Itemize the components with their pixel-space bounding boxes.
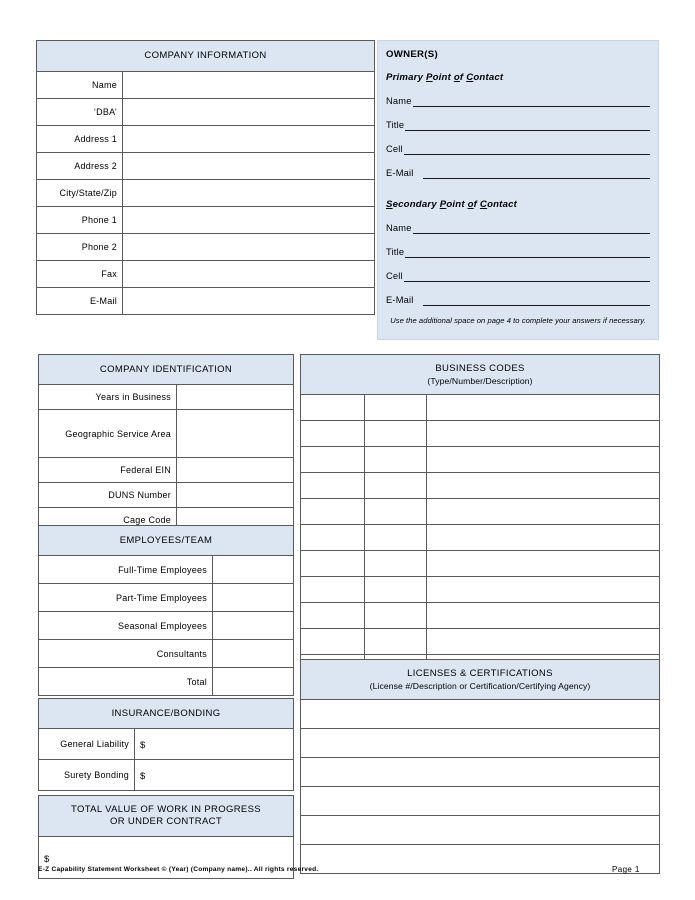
primary-email-line[interactable] bbox=[423, 167, 650, 179]
secondary-email-line[interactable] bbox=[423, 294, 650, 306]
secondary-title-line[interactable] bbox=[405, 246, 650, 258]
secondary-cell-field[interactable] bbox=[386, 268, 650, 282]
input-general-liability[interactable]: $ bbox=[135, 729, 294, 760]
total-value-header-line2: OR UNDER CONTRACT bbox=[109, 816, 223, 827]
input-business-code-type[interactable] bbox=[301, 603, 365, 629]
table-row bbox=[37, 153, 375, 180]
label-email: E-Mail bbox=[37, 288, 123, 315]
input-license-row[interactable] bbox=[301, 758, 660, 787]
primary-cell-line[interactable] bbox=[404, 143, 650, 155]
table-header-row bbox=[301, 660, 660, 700]
input-address-2[interactable] bbox=[123, 153, 375, 180]
secondary-contact-heading: Secondary Point of Contact bbox=[386, 199, 518, 210]
primary-cell-label: Cell bbox=[386, 144, 403, 154]
table-row bbox=[301, 395, 660, 421]
label-geographic-service-area: Geographic Service Area bbox=[39, 410, 177, 458]
company-information-header: COMPANY INFORMATION bbox=[37, 41, 375, 72]
primary-title-label: Title bbox=[386, 120, 405, 130]
label-duns-number: DUNS Number bbox=[39, 483, 177, 508]
primary-name-label: Name bbox=[386, 96, 412, 106]
input-business-code-description[interactable] bbox=[427, 577, 660, 603]
label-cage-code: Cage Code bbox=[39, 508, 177, 533]
input-total[interactable] bbox=[213, 668, 294, 696]
primary-email-field[interactable] bbox=[386, 165, 650, 179]
input-years-in-business[interactable] bbox=[177, 385, 294, 410]
table-row bbox=[37, 261, 375, 288]
input-seasonal-employees[interactable] bbox=[213, 612, 294, 640]
secondary-cell-line[interactable] bbox=[404, 270, 650, 282]
table-row bbox=[39, 729, 294, 760]
input-business-code-type[interactable] bbox=[301, 577, 365, 603]
table-row bbox=[37, 72, 375, 99]
input-business-code-number[interactable] bbox=[365, 629, 427, 655]
table-row bbox=[39, 410, 294, 458]
footer-page-number: Page 1 bbox=[612, 865, 640, 874]
input-business-code-number[interactable] bbox=[365, 551, 427, 577]
primary-name-field[interactable] bbox=[386, 93, 650, 107]
secondary-email-label: E-Mail bbox=[386, 295, 414, 305]
input-business-code-number[interactable] bbox=[365, 447, 427, 473]
primary-name-line[interactable] bbox=[413, 95, 650, 107]
input-license-row[interactable] bbox=[301, 729, 660, 758]
table-row bbox=[301, 447, 660, 473]
input-business-code-description[interactable] bbox=[427, 551, 660, 577]
table-row bbox=[301, 700, 660, 729]
table-row bbox=[39, 584, 294, 612]
input-business-code-description[interactable] bbox=[427, 629, 660, 655]
table-row bbox=[301, 758, 660, 787]
table-header-row bbox=[301, 355, 660, 395]
input-business-code-number[interactable] bbox=[365, 473, 427, 499]
table-row bbox=[39, 483, 294, 508]
label-dba: ‘DBA’ bbox=[37, 99, 123, 126]
table-row bbox=[301, 551, 660, 577]
label-part-time-employees: Part-Time Employees bbox=[39, 584, 213, 612]
table-row bbox=[301, 499, 660, 525]
label-surety-bonding: Surety Bonding bbox=[39, 760, 135, 791]
table-row bbox=[301, 603, 660, 629]
input-business-code-type[interactable] bbox=[301, 629, 365, 655]
table-header-row bbox=[37, 41, 375, 72]
table-row bbox=[301, 787, 660, 816]
table-row bbox=[37, 234, 375, 261]
input-fax[interactable] bbox=[123, 261, 375, 288]
label-seasonal-employees: Seasonal Employees bbox=[39, 612, 213, 640]
input-business-code-type[interactable] bbox=[301, 421, 365, 447]
secondary-name-label: Name bbox=[386, 223, 412, 233]
licenses-certifications-title: LICENSES & CERTIFICATIONS bbox=[407, 667, 553, 679]
total-value-header bbox=[39, 796, 294, 837]
input-license-row[interactable] bbox=[301, 787, 660, 816]
input-business-code-type[interactable] bbox=[301, 525, 365, 551]
input-business-code-description[interactable] bbox=[427, 603, 660, 629]
input-business-code-number[interactable] bbox=[365, 421, 427, 447]
business-codes-table bbox=[300, 354, 660, 681]
input-business-code-number[interactable] bbox=[365, 577, 427, 603]
input-federal-ein[interactable] bbox=[177, 458, 294, 483]
table-row bbox=[301, 816, 660, 845]
input-business-code-number[interactable] bbox=[365, 525, 427, 551]
employees-team-header: EMPLOYEES/TEAM bbox=[39, 526, 294, 556]
table-header-row bbox=[39, 355, 294, 385]
table-row bbox=[37, 99, 375, 126]
primary-contact-heading: Primary Point of Contact bbox=[386, 72, 504, 83]
label-years-in-business: Years in Business bbox=[39, 385, 177, 410]
input-part-time-employees[interactable] bbox=[213, 584, 294, 612]
total-value-header-line1: TOTAL VALUE OF WORK IN PROGRESS bbox=[71, 804, 261, 816]
primary-title-line[interactable] bbox=[405, 119, 650, 131]
input-license-row[interactable] bbox=[301, 845, 660, 874]
label-phone-2: Phone 2 bbox=[37, 234, 123, 261]
secondary-email-field[interactable] bbox=[386, 292, 650, 306]
label-address-2: Address 2 bbox=[37, 153, 123, 180]
input-business-code-type[interactable] bbox=[301, 551, 365, 577]
table-row bbox=[37, 180, 375, 207]
label-address-1: Address 1 bbox=[37, 126, 123, 153]
table-header-row bbox=[39, 526, 294, 556]
table-row bbox=[301, 421, 660, 447]
company-identification-header: COMPANY IDENTIFICATION bbox=[39, 355, 294, 385]
input-consultants[interactable] bbox=[213, 640, 294, 668]
label-fax: Fax bbox=[37, 261, 123, 288]
label-general-liability: General Liability bbox=[39, 729, 135, 760]
label-full-time-employees: Full-Time Employees bbox=[39, 556, 213, 584]
input-total-value[interactable]: $ bbox=[39, 837, 294, 879]
table-row bbox=[301, 473, 660, 499]
table-row bbox=[301, 629, 660, 655]
table-row bbox=[301, 577, 660, 603]
table-row bbox=[39, 612, 294, 640]
licenses-certifications-header bbox=[301, 660, 660, 700]
table-row bbox=[39, 668, 294, 696]
input-business-code-type[interactable] bbox=[301, 395, 365, 421]
table-row bbox=[301, 729, 660, 758]
business-codes-header bbox=[301, 355, 660, 395]
primary-email-label: E-Mail bbox=[386, 168, 414, 178]
label-consultants: Consultants bbox=[39, 640, 213, 668]
insurance-bonding-table bbox=[38, 698, 294, 791]
table-row bbox=[37, 126, 375, 153]
input-dba[interactable] bbox=[123, 99, 375, 126]
input-full-time-employees[interactable] bbox=[213, 556, 294, 584]
input-business-code-description[interactable] bbox=[427, 447, 660, 473]
input-name[interactable] bbox=[123, 72, 375, 99]
secondary-title-field[interactable] bbox=[386, 244, 650, 258]
input-business-code-type[interactable] bbox=[301, 499, 365, 525]
secondary-name-field[interactable] bbox=[386, 220, 650, 234]
table-row bbox=[39, 385, 294, 410]
input-business-code-description[interactable] bbox=[427, 395, 660, 421]
label-name: Name bbox=[37, 72, 123, 99]
input-license-row[interactable] bbox=[301, 816, 660, 845]
input-business-code-number[interactable] bbox=[365, 603, 427, 629]
input-duns-number[interactable] bbox=[177, 483, 294, 508]
input-business-code-number[interactable] bbox=[365, 499, 427, 525]
input-email[interactable] bbox=[123, 288, 375, 315]
company-information-table bbox=[36, 40, 375, 315]
insurance-bonding-header: INSURANCE/BONDING bbox=[39, 699, 294, 729]
table-row bbox=[301, 525, 660, 551]
table-header-row bbox=[39, 796, 294, 837]
footer-copyright: E-Z Capability Statement Worksheet © (Year) (Company name).. All rights reserved. bbox=[38, 866, 319, 873]
table-row bbox=[39, 760, 294, 791]
label-total: Total bbox=[39, 668, 213, 696]
input-business-code-description[interactable] bbox=[427, 525, 660, 551]
secondary-title-label: Title bbox=[386, 247, 405, 257]
label-federal-ein: Federal EIN bbox=[39, 458, 177, 483]
licenses-certifications-subtitle: (License #/Description or Certification/Certifying Agency) bbox=[369, 680, 591, 691]
input-city-state-zip[interactable] bbox=[123, 180, 375, 207]
label-phone-1: Phone 1 bbox=[37, 207, 123, 234]
input-business-code-type[interactable] bbox=[301, 473, 365, 499]
owners-note: Use the additional space on page 4 to complete your answers if necessary. bbox=[390, 316, 646, 325]
table-row bbox=[37, 207, 375, 234]
table-row bbox=[37, 288, 375, 315]
business-codes-subtitle: (Type/Number/Description) bbox=[427, 375, 533, 386]
input-phone-1[interactable] bbox=[123, 207, 375, 234]
owners-panel bbox=[377, 40, 659, 340]
table-row bbox=[39, 640, 294, 668]
input-address-1[interactable] bbox=[123, 126, 375, 153]
primary-cell-field[interactable] bbox=[386, 141, 650, 155]
table-header-row bbox=[39, 699, 294, 729]
input-geographic-service-area[interactable] bbox=[177, 410, 294, 458]
table-row bbox=[39, 556, 294, 584]
input-phone-2[interactable] bbox=[123, 234, 375, 261]
secondary-name-line[interactable] bbox=[413, 222, 650, 234]
secondary-cell-label: Cell bbox=[386, 271, 403, 281]
label-city-state-zip: City/State/Zip bbox=[37, 180, 123, 207]
company-identification-table bbox=[38, 354, 294, 533]
input-business-code-type[interactable] bbox=[301, 447, 365, 473]
input-business-code-number[interactable] bbox=[365, 395, 427, 421]
input-business-code-description[interactable] bbox=[427, 473, 660, 499]
licenses-certifications-table bbox=[300, 659, 660, 874]
input-business-code-description[interactable] bbox=[427, 421, 660, 447]
employees-team-table bbox=[38, 525, 294, 696]
input-license-row[interactable] bbox=[301, 700, 660, 729]
owners-title: OWNER(S) bbox=[386, 49, 438, 60]
input-business-code-description[interactable] bbox=[427, 499, 660, 525]
table-row bbox=[39, 458, 294, 483]
primary-title-field[interactable] bbox=[386, 117, 650, 131]
input-surety-bonding[interactable]: $ bbox=[135, 760, 294, 791]
business-codes-title: BUSINESS CODES bbox=[435, 362, 525, 374]
table-row bbox=[301, 845, 660, 874]
